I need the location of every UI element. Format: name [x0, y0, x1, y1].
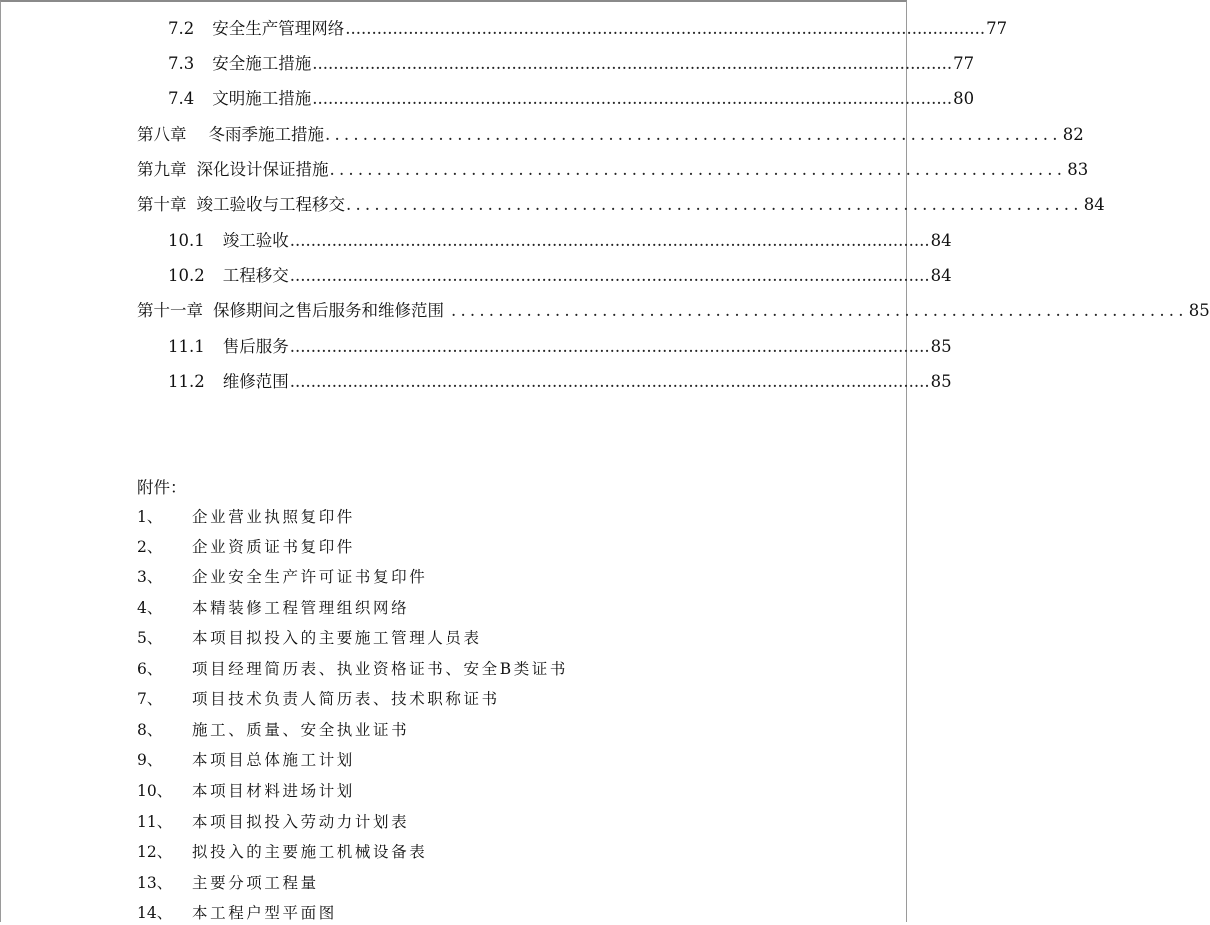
toc-page-number: 84 [1083, 195, 1105, 214]
attachment-item [137, 505, 355, 529]
toc-title: 维修范围 [222, 372, 289, 391]
toc-entry[interactable] [168, 52, 975, 76]
attachment-text: 主要分项工程量 [192, 874, 319, 892]
toc-number: 7.3 [168, 54, 195, 73]
toc-number: 7.2 [168, 19, 195, 38]
toc-title: 安全施工措施 [212, 54, 312, 73]
attachment-text: 拟投入的主要施工机械设备表 [192, 843, 428, 861]
toc-page-number: 85 [1188, 301, 1210, 320]
toc-chapter-entry[interactable] [137, 158, 1089, 182]
toc-chapter-entry[interactable] [137, 299, 1210, 323]
toc-entry[interactable] [168, 264, 952, 288]
attachment-text: 企业营业执照复印件 [192, 508, 355, 526]
attachment-item [137, 840, 427, 864]
attachment-text: 项目技术负责人简历表、技术职称证书 [192, 690, 500, 708]
attachment-index: 6、 [137, 660, 163, 678]
toc-entry[interactable] [168, 229, 952, 253]
attachment-text: 企业资质证书复印件 [192, 538, 355, 556]
attachment-index: 14、 [137, 904, 173, 922]
attachment-text: 本项目总体施工计划 [192, 751, 355, 769]
attachment-text: 企业安全生产许可证书复印件 [192, 568, 428, 586]
toc-page-number: 85 [930, 372, 952, 391]
toc-leader: .......................................................................................................................... [345, 19, 986, 38]
attachment-text: 本工程户型平面图 [192, 904, 337, 922]
attachment-text: 施工、质量、安全执业证书 [192, 721, 410, 739]
toc-page-number: 77 [986, 19, 1008, 38]
attachment-text: 本精装修工程管理组织网络 [192, 599, 410, 617]
attachment-index: 4、 [137, 599, 163, 617]
attachment-item [137, 535, 355, 559]
attachment-index: 3、 [137, 568, 163, 586]
toc-title: 竣工验收与工程移交 [196, 195, 345, 214]
toc-title: 深化设计保证措施 [196, 160, 329, 179]
attachment-index: 12、 [137, 843, 173, 861]
attachment-item [137, 687, 500, 711]
toc-chapter-entry[interactable] [137, 123, 1084, 147]
toc-number: 11.2 [168, 372, 205, 391]
toc-leader: .......................................................................................................................... [312, 89, 953, 108]
toc-entry[interactable] [168, 17, 1008, 41]
attachment-item [137, 657, 568, 681]
toc-chapter-number: 第九章 [137, 160, 187, 179]
toc-chapter-number: 第十一章 [137, 301, 203, 320]
toc-title: 冬雨季施工措施 [208, 125, 324, 144]
attachment-text: 项目经理简历表、执业资格证书、安全B类证书 [192, 660, 568, 678]
toc-leader: .......................................................................................................................... [289, 231, 930, 250]
toc-entry[interactable] [168, 335, 952, 359]
toc-leader: .......................................................................................................................... [289, 337, 930, 356]
attachment-item [137, 718, 409, 742]
attachment-text: 本项目拟投入的主要施工管理人员表 [192, 629, 482, 647]
toc-leader: .............................................................................. [346, 195, 1083, 214]
attachment-text: 本项目拟投入劳动力计划表 [192, 813, 410, 831]
toc-page-number: 83 [1067, 160, 1089, 179]
toc-page-number: 77 [953, 54, 975, 73]
attachment-text: 本项目材料进场计划 [192, 782, 355, 800]
toc-title: 安全生产管理网络 [212, 19, 345, 38]
attachment-index: 2、 [137, 538, 163, 556]
attachment-index: 1、 [137, 508, 163, 526]
toc-chapter-number: 第八章 [137, 125, 187, 144]
toc-page-number: 82 [1062, 125, 1084, 144]
toc-page-number: 80 [953, 89, 975, 108]
attachment-item [137, 871, 319, 895]
toc-number: 7.4 [168, 89, 195, 108]
attachment-index: 13、 [137, 874, 173, 892]
toc-title: 售后服务 [222, 337, 289, 356]
toc-leader: .......................................................................................................................... [289, 266, 930, 285]
toc-number: 11.1 [168, 337, 205, 356]
toc-chapter-entry[interactable] [137, 193, 1105, 217]
toc-leader: .......................................................................................................................... [289, 372, 930, 391]
attachment-index: 9、 [137, 751, 163, 769]
attachment-index: 11、 [137, 813, 173, 831]
attachment-item [137, 565, 427, 589]
attachment-item [137, 596, 409, 620]
toc-leader: .............................................................................. [451, 301, 1188, 320]
attachment-index: 7、 [137, 690, 163, 708]
toc-title: 保修期间之售后服务和维修范围 [213, 301, 444, 320]
toc-leader: .......................................................................................................................... [312, 54, 953, 73]
toc-leader: .............................................................................. [329, 160, 1067, 179]
attachment-index: 10、 [137, 782, 173, 800]
attachment-item [137, 779, 355, 803]
toc-entry[interactable] [168, 87, 975, 111]
attachment-item [137, 748, 355, 772]
toc-number: 10.2 [168, 266, 205, 285]
toc-entry[interactable] [168, 370, 952, 394]
toc-page-number: 84 [930, 266, 952, 285]
toc-page-number: 85 [930, 337, 952, 356]
toc-chapter-number: 第十章 [137, 195, 187, 214]
attachments-heading: 附件： [137, 478, 187, 497]
toc-page-number: 84 [930, 231, 952, 250]
attachment-index: 5、 [137, 629, 163, 647]
attachment-item [137, 626, 482, 650]
attachment-item [137, 901, 337, 925]
toc-number: 10.1 [168, 231, 205, 250]
toc-title: 工程移交 [222, 266, 289, 285]
toc-title: 竣工验收 [222, 231, 289, 250]
toc-title: 文明施工措施 [212, 89, 312, 108]
attachment-index: 8、 [137, 721, 163, 739]
attachment-item [137, 810, 409, 834]
toc-leader: .............................................................................. [325, 125, 1062, 144]
